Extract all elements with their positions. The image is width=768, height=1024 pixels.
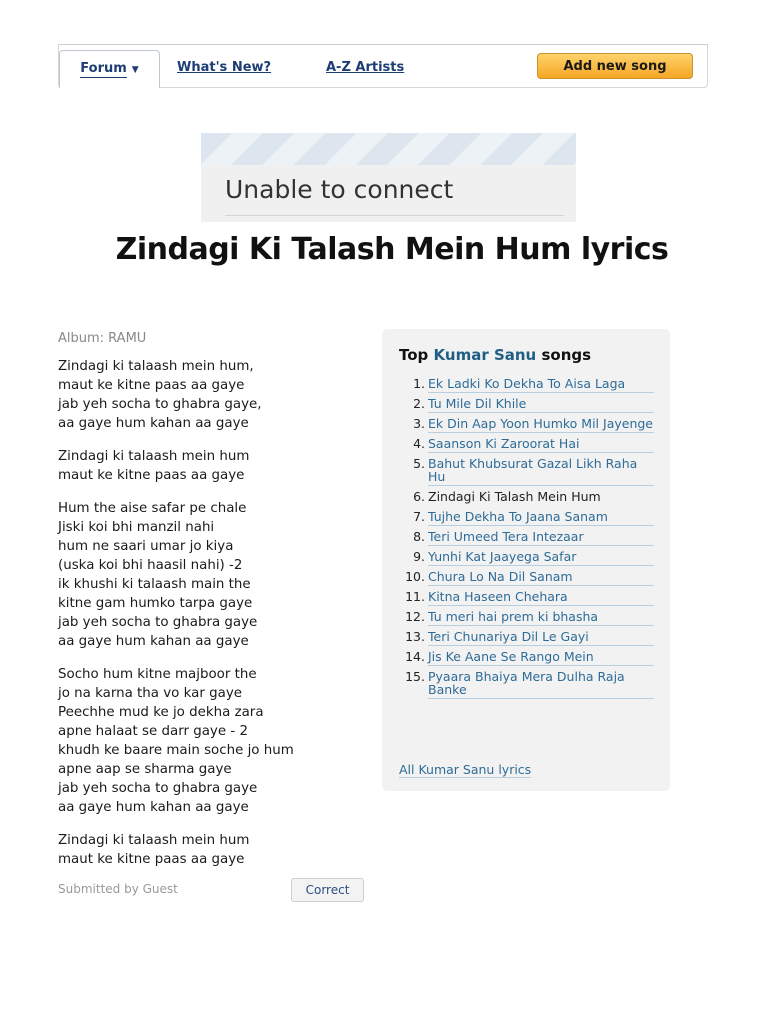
- song-link[interactable]: Chura Lo Na Dil Sanam: [428, 569, 654, 586]
- song-number: 14.: [405, 649, 425, 664]
- song-link[interactable]: Tu meri hai prem ki bhasha: [428, 609, 654, 626]
- lyrics-line: aa gaye hum kahan aa gaye: [58, 634, 249, 649]
- song-number: 15.: [405, 669, 425, 684]
- lyrics-line: maut ke kitne paas aa gaye: [58, 852, 245, 867]
- list-item: [392, 416, 654, 433]
- song-link[interactable]: Teri Umeed Tera Intezaar: [428, 529, 654, 546]
- lyrics-line: (uska koi bhi haasil nahi) -2: [58, 558, 243, 573]
- song-number: 7.: [413, 509, 425, 524]
- list-item: [392, 436, 654, 453]
- whats-new-link[interactable]: What's New?: [177, 60, 272, 75]
- lyrics-line: Zindagi ki talaash mein hum: [58, 833, 250, 848]
- lyrics-line: Socho hum kitne majboor the: [58, 667, 257, 682]
- forum-tab[interactable]: [59, 50, 160, 88]
- top-songs-list: [392, 376, 654, 702]
- lyrics-stanza: [58, 357, 358, 433]
- nav-top-border: [59, 44, 707, 48]
- song-number: 3.: [413, 416, 425, 431]
- lyrics-line: jo na karna tha vo kar gaye: [58, 686, 242, 701]
- song-number: 2.: [413, 396, 425, 411]
- lyrics-line: maut ke kitne paas aa gaye: [58, 468, 245, 483]
- all-artist-lyrics-link[interactable]: All Kumar Sanu lyrics: [399, 762, 532, 777]
- list-item: [392, 629, 654, 646]
- song-link[interactable]: Kitna Haseen Chehara: [428, 589, 654, 606]
- song-link[interactable]: Tu Mile Dil Khile: [428, 396, 654, 413]
- forum-label: Forum: [80, 61, 127, 76]
- song-number: 8.: [413, 529, 425, 544]
- lyrics-line: kitne gam humko tarpa gaye: [58, 596, 253, 611]
- chevron-down-icon: ▼: [131, 64, 139, 75]
- album-label: Album: RAMU: [58, 331, 147, 346]
- list-item: [392, 376, 654, 393]
- add-new-song-button[interactable]: Add new song: [537, 53, 693, 79]
- lyrics-stanza: [58, 499, 358, 651]
- lyrics-line: Zindagi ki talaash mein hum: [58, 449, 250, 464]
- ad-error-message: Unable to connect: [225, 175, 454, 204]
- page-title: Zindagi Ki Talash Mein Hum lyrics: [115, 232, 669, 267]
- az-artists-link[interactable]: A-Z Artists: [326, 60, 405, 75]
- list-item: [392, 509, 654, 526]
- panel-heading: [399, 346, 591, 364]
- song-link[interactable]: Bahut Khubsurat Gazal Likh Raha Hu: [428, 456, 654, 486]
- song-link[interactable]: Tujhe Dekha To Jaana Sanam: [428, 509, 654, 526]
- lyrics-line: ik khushi ki talaash main the: [58, 577, 251, 592]
- list-item: [392, 589, 654, 606]
- lyrics-line: Peechhe mud ke jo dekha zara: [58, 705, 264, 720]
- song-link[interactable]: Ek Ladki Ko Dekha To Aisa Laga: [428, 376, 654, 393]
- list-item: [392, 489, 654, 506]
- song-number: 13.: [405, 629, 425, 644]
- song-number: 11.: [405, 589, 425, 604]
- lyrics-line: jab yeh socha to ghabra gaye: [58, 781, 258, 796]
- song-link[interactable]: Saanson Ki Zaroorat Hai: [428, 436, 654, 453]
- list-item: [392, 529, 654, 546]
- top-songs-panel: [382, 329, 670, 791]
- ad-stripes: [201, 133, 576, 165]
- song-number: 12.: [405, 609, 425, 624]
- lyrics-line: aa gaye hum kahan aa gaye: [58, 416, 249, 431]
- correct-button[interactable]: Correct: [291, 878, 364, 902]
- song-link[interactable]: Teri Chunariya Dil Le Gayi: [428, 629, 654, 646]
- heading-suffix: songs: [541, 346, 592, 364]
- heading-artist-link[interactable]: Kumar Sanu: [433, 346, 537, 364]
- list-item: [392, 456, 654, 486]
- song-number: 10.: [405, 569, 425, 584]
- song-number: 6.: [413, 489, 425, 504]
- lyrics-stanza: [58, 665, 358, 817]
- song-link[interactable]: Ek Din Aap Yoon Humko Mil Jayenge: [428, 416, 653, 431]
- lyrics-line: apne halaat se darr gaye - 2: [58, 724, 248, 739]
- list-item: [392, 569, 654, 586]
- song-number: 1.: [413, 376, 425, 391]
- lyrics-line: Jiski koi bhi manzil nahi: [58, 520, 215, 535]
- lyrics-stanza: [58, 831, 358, 869]
- song-link[interactable]: Pyaara Bhaiya Mera Dulha Raja Banke: [428, 669, 654, 699]
- list-item: [392, 669, 654, 699]
- lyrics-line: jab yeh socha to ghabra gaye,: [58, 397, 262, 412]
- lyrics-line: jab yeh socha to ghabra gaye: [58, 615, 258, 630]
- lyrics-line: Hum the aise safar pe chale: [58, 501, 247, 516]
- current-song-title: Zindagi Ki Talash Mein Hum: [428, 489, 601, 504]
- lyrics-body: [58, 357, 358, 883]
- song-number: 4.: [413, 436, 425, 451]
- ad-frame: [201, 133, 576, 222]
- list-item: [392, 396, 654, 413]
- lyrics-line: hum ne saari umar jo kiya: [58, 539, 234, 554]
- submitted-by: Submitted by Guest: [58, 882, 178, 896]
- song-number: 5.: [413, 456, 425, 471]
- lyrics-line: Zindagi ki talaash mein hum,: [58, 359, 254, 374]
- song-link[interactable]: Jis Ke Aane Se Rango Mein: [428, 649, 654, 666]
- lyrics-line: khudh ke baare main soche jo hum: [58, 743, 294, 758]
- lyrics-line: apne aap se sharma gaye: [58, 762, 232, 777]
- list-item: [392, 649, 654, 666]
- lyrics-line: maut ke kitne paas aa gaye: [58, 378, 245, 393]
- ad-divider: [225, 215, 564, 216]
- top-nav-bar: [58, 44, 708, 88]
- lyrics-stanza: [58, 447, 358, 485]
- list-item: [392, 549, 654, 566]
- heading-prefix: Top: [399, 346, 429, 364]
- song-link[interactable]: Yunhi Kat Jaayega Safar: [428, 549, 654, 566]
- song-number: 9.: [413, 549, 425, 564]
- list-item: [392, 609, 654, 626]
- lyrics-line: aa gaye hum kahan aa gaye: [58, 800, 249, 815]
